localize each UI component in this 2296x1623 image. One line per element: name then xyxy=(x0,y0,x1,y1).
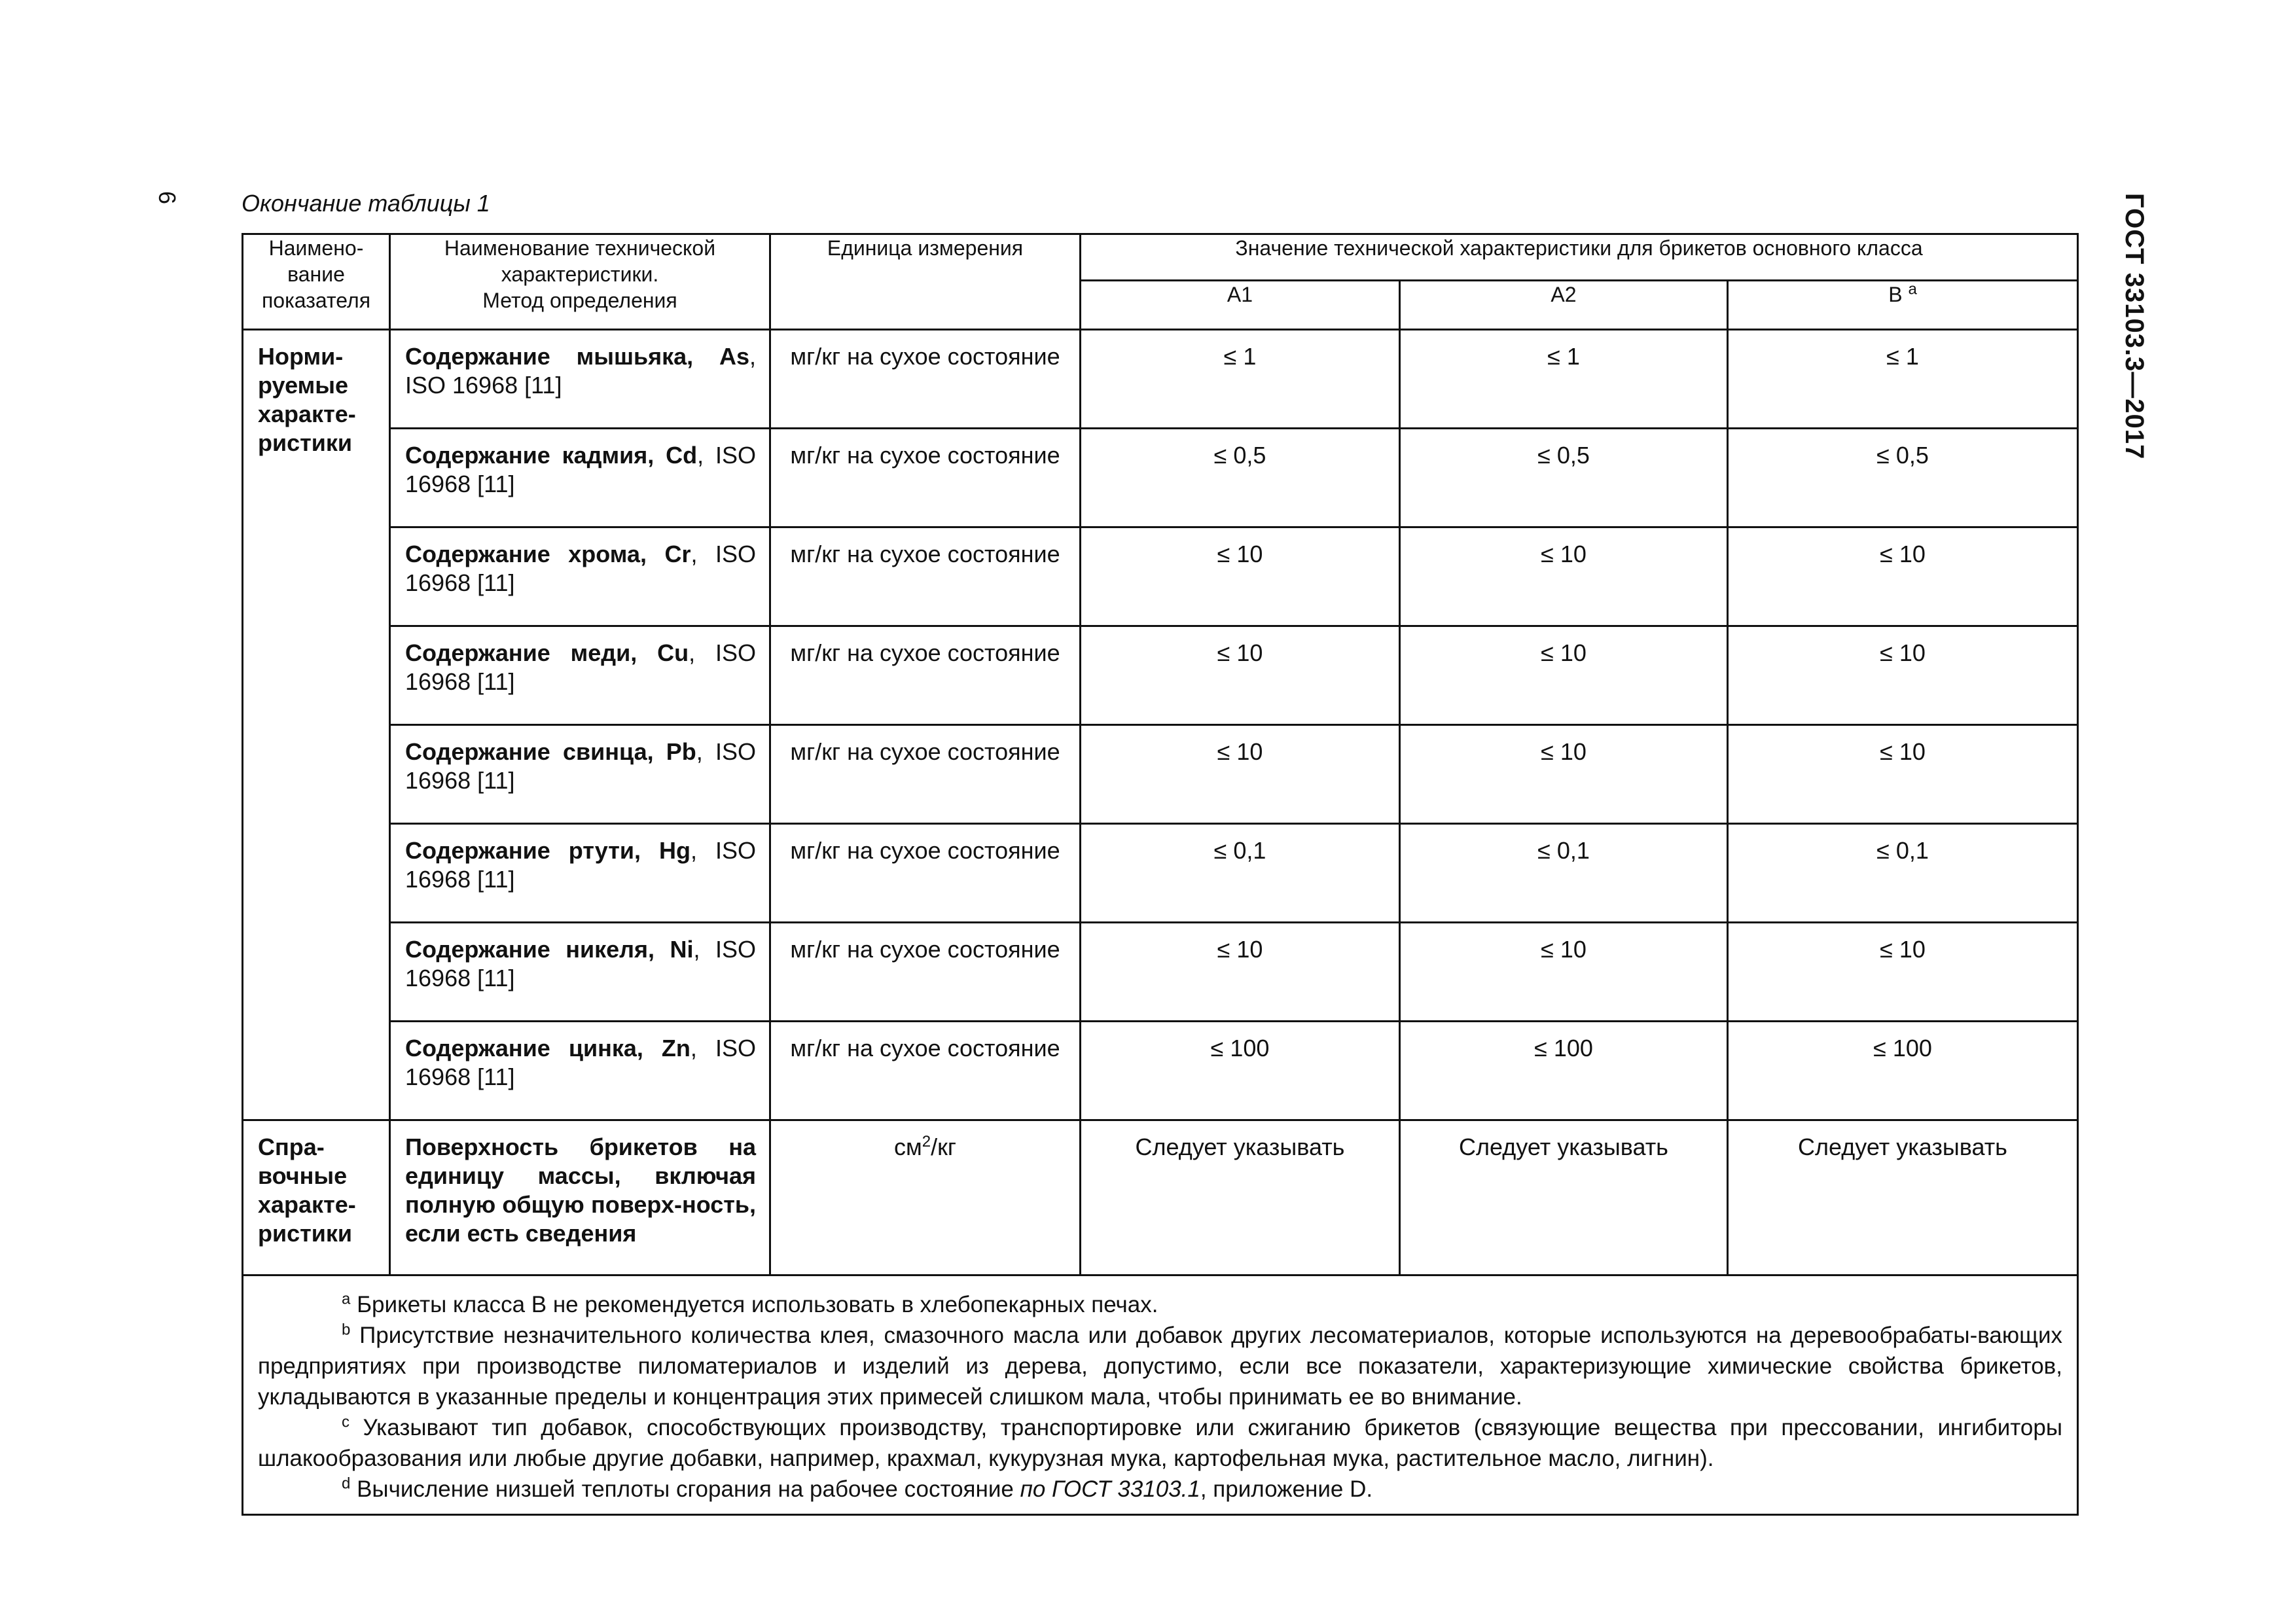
value-a1: ≤ 10 xyxy=(1081,527,1400,626)
page-number: 6 xyxy=(154,191,181,205)
characteristic-name: Содержание ртути, Hg, ISO 16968 [11] xyxy=(390,824,770,923)
value-a1: ≤ 10 xyxy=(1081,725,1400,824)
footnote-a: $^a$ Брикеты класса B не рекомендуется использовать в хлебопекарных печах. xyxy=(342,1290,1158,1317)
unit-cell: мг/кг на сухое состояние xyxy=(770,725,1081,824)
unit-cell: мг/кг на сухое состояние xyxy=(770,824,1081,923)
characteristic-name: Поверхность брикетов на единицу массы, включая полную общую поверх-ность, если есть сведения xyxy=(390,1120,770,1275)
value-a2: ≤ 1 xyxy=(1400,330,1728,429)
value-a1: ≤ 1 xyxy=(1081,330,1400,429)
characteristic-name: Содержание никеля, Ni, ISO 16968 [11] xyxy=(390,923,770,1022)
value-a1: ≤ 0,5 xyxy=(1081,429,1400,527)
footnote-d: $^d$ Вычисление низшей теплоты сгорания на рабочее состояние по ГОСТ 33103.1, приложение D. xyxy=(342,1474,1373,1502)
table-row xyxy=(243,330,2078,429)
characteristic-name: Содержание цинка, Zn, ISO 16968 [11] xyxy=(390,1022,770,1120)
unit-cell: мг/кг на сухое состояние xyxy=(770,527,1081,626)
table-row xyxy=(243,429,2078,527)
value-a2: ≤ 0,5 xyxy=(1400,429,1728,527)
value-b: ≤ 10 xyxy=(1728,626,2078,725)
unit-cell: $см^2/кг$ xyxy=(770,1120,1081,1275)
value-b: ≤ 1 xyxy=(1728,330,2078,429)
value-b: ≤ 100 xyxy=(1728,1022,2078,1120)
characteristic-name: Содержание кадмия, Cd, ISO 16968 [11] xyxy=(390,429,770,527)
unit-cell: мг/кг на сухое состояние xyxy=(770,626,1081,725)
value-a1: ≤ 100 xyxy=(1081,1022,1400,1120)
table-row xyxy=(243,626,2078,725)
value-b: ≤ 10 xyxy=(1728,527,2078,626)
header-value-group: Значение технической характеристики для брикетов основного класса xyxy=(1081,234,2078,281)
value-b: ≤ 0,1 xyxy=(1728,824,2078,923)
document-designation: ГОСТ 33103.3—2017 xyxy=(2120,193,2149,460)
table-row xyxy=(243,527,2078,626)
table-row xyxy=(243,824,2078,923)
table-row xyxy=(243,1022,2078,1120)
characteristic-name: Содержание мышьяка, As, ISO 16968 [11] xyxy=(390,330,770,429)
value-a1: Следует указывать xyxy=(1081,1120,1400,1275)
unit-cell: мг/кг на сухое состояние xyxy=(770,1022,1081,1120)
group-reference: Спра- вочные характе- ристики xyxy=(243,1120,390,1275)
header-indicator: Наимено- вание показателя xyxy=(243,234,390,330)
footnote-c: $^c$ Указывают тип добавок, способствующих производству, транспортировке или сжиганию брикетов (связующие вещества при прессовании, ингибиторы шлакообразования или любые другие добавки, например, крахмал, кукурузная мука, картофельная мука, растительное масло, лигнин). xyxy=(258,1413,2062,1471)
characteristic-name: Содержание свинца, Pb, ISO 16968 [11] xyxy=(390,725,770,824)
unit-cell: мг/кг на сухое состояние xyxy=(770,429,1081,527)
value-b: ≤ 10 xyxy=(1728,725,2078,824)
header-characteristic: Наименование технической характеристики. Метод определения xyxy=(390,234,770,330)
value-b: Следует указывать xyxy=(1728,1120,2078,1275)
table-caption: Окончание таблицы 1 xyxy=(242,190,490,217)
value-b: ≤ 0,5 xyxy=(1728,429,2078,527)
header-unit: Единица измерения xyxy=(770,234,1081,330)
value-a2: ≤ 10 xyxy=(1400,626,1728,725)
value-a2: ≤ 10 xyxy=(1400,923,1728,1022)
notes-row xyxy=(243,1275,2078,1515)
value-a2: ≤ 100 xyxy=(1400,1022,1728,1120)
header-class-b: B $^a$ xyxy=(1728,281,2078,330)
table-row xyxy=(243,725,2078,824)
table-notes xyxy=(243,1275,2078,1515)
characteristics-table xyxy=(242,233,2079,1516)
value-a2: ≤ 10 xyxy=(1400,725,1728,824)
table-row xyxy=(243,1120,2078,1275)
characteristic-name: Содержание меди, Cu, ISO 16968 [11] xyxy=(390,626,770,725)
value-a2: Следует указывать xyxy=(1400,1120,1728,1275)
header-class-a2: A2 xyxy=(1400,281,1728,330)
value-a1: ≤ 10 xyxy=(1081,923,1400,1022)
footnote-b: $^b$ Присутствие незначительного количества клея, смазочного масла или добавок других лесоматериалов, которые используются на деревообрабаты-вающих предприятиях при производстве пиломатериалов и изделий из дерева, допустимо, если все показатели, характеризующие химические свойства брикетов, укладываются в указанные пределы и концентрация этих примесей слишком мала, чтобы принимать ее во внимание. xyxy=(258,1321,2062,1410)
table-row xyxy=(243,923,2078,1022)
value-a2: ≤ 10 xyxy=(1400,527,1728,626)
value-b: ≤ 10 xyxy=(1728,923,2078,1022)
header-class-a1: A1 xyxy=(1081,281,1400,330)
value-a1: ≤ 10 xyxy=(1081,626,1400,725)
characteristic-name: Содержание хрома, Cr, ISO 16968 [11] xyxy=(390,527,770,626)
unit-cell: мг/кг на сухое состояние xyxy=(770,330,1081,429)
unit-cell: мг/кг на сухое состояние xyxy=(770,923,1081,1022)
group-normed: Норми- руемые характе- ристики xyxy=(243,330,390,1120)
value-a2: ≤ 0,1 xyxy=(1400,824,1728,923)
value-a1: ≤ 0,1 xyxy=(1081,824,1400,923)
header-row-1 xyxy=(243,234,2078,281)
